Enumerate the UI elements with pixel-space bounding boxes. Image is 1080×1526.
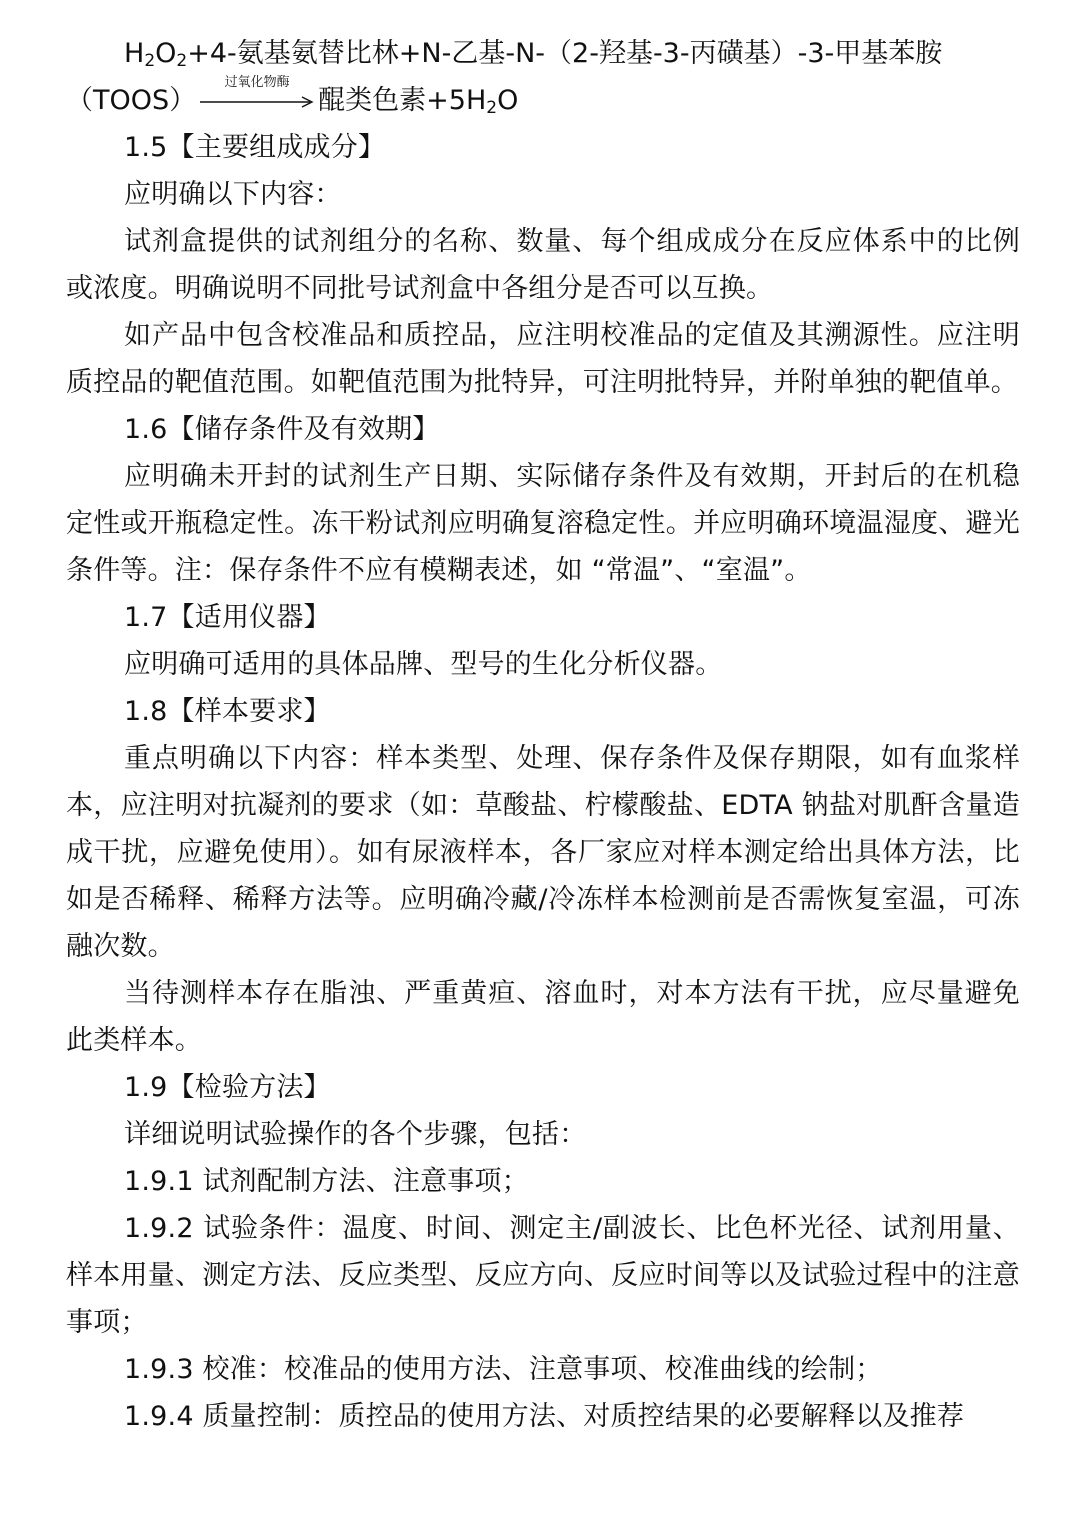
toos-text: （TOOS） [66,85,197,116]
reaction-arrow [198,74,316,117]
list-item: 1.9.4 质量控制：质控品的使用方法、对质控结果的必要解释以及推荐 [124,1401,965,1432]
section-heading-1-8: 1.8【样本要求】 [124,696,331,727]
right-arrow-icon [198,94,316,110]
section-heading-1-9: 1.9【检验方法】 [124,1072,331,1103]
paragraph: 当待测样本存在脂浊、严重黄疸、溶血时，对本方法有干扰，应尽量避免此类样本。 [66,978,1020,1056]
h2o2-subscript-2: 2 [176,51,188,71]
paragraph: 试剂盒提供的试剂组分的名称、数量、每个组成成分在反应体系中的比例或浓度。明确说明不同批号试剂盒中各组分是否可以互换。 [66,226,1020,304]
water-subscript: 2 [486,98,498,118]
paragraph: 应明确可适用的具体品牌、型号的生化分析仪器。 [124,649,723,680]
h2o2-o: O [155,38,177,69]
paragraph: 重点明确以下内容：样本类型、处理、保存条件及保存期限，如有血浆样本，应注明对抗凝剂的要求（如：草酸盐、柠檬酸盐、EDTA 钠盐对肌酐含量造成干扰，应避免使用）。如有尿液样本，各厂家应对样本测定给出具体方法，比如是否稀释、稀释方法等。应明确冷藏/冷冻样本检测前是否需恢复室温，可冻融次数。 [66,743,1020,962]
h2o2-h: H [124,38,145,69]
paragraph: 如产品中包含校准品和质控品，应注明校准品的定值及其溯源性。应注明质控品的靶值范围。如靶值范围为批特异，可注明批特异，并附单独的靶值单。 [66,320,1020,398]
section-heading-1-6: 1.6【储存条件及有效期】 [124,414,440,445]
reaction-formula-line-2 [66,74,1020,124]
paragraph: 应明确未开封的试剂生产日期、实际储存条件及有效期，开封后的在机稳定性或开瓶稳定性。冻干粉试剂应明确复溶稳定性。并应明确环境温湿度、避光条件等。注：保存条件不应有模糊表述，如 “常温”、“室温”。 [66,461,1020,586]
h2o2-subscript-1: 2 [144,51,156,71]
section-heading-1-5: 1.5【主要组成成分】 [124,132,386,163]
paragraph: 应明确以下内容： [124,179,342,210]
enzyme-label: 过氧化物酶 [224,74,290,90]
paragraph: 详细说明试验操作的各个步骤，包括： [124,1119,587,1150]
reactants-text: +4-氨基氨替比林+N-乙基-N-（2-羟基-3-丙磺基）-3-甲基苯胺 [187,38,943,69]
list-item: 1.9.1 试剂配制方法、注意事项； [124,1166,529,1197]
list-item: 1.9.2 试验条件：温度、时间、测定主/副波长、比色杯光径、试剂用量、样本用量、测定方法、反应类型、反应方向、反应时间等以及试验过程中的注意事项； [66,1213,1020,1338]
products-text: 醌类色素+5H [318,85,487,116]
water-o: O [497,85,519,116]
list-item: 1.9.3 校准：校准品的使用方法、注意事项、校准曲线的绘制； [124,1354,883,1385]
reaction-formula-line-1 [66,30,1020,77]
section-heading-1-7: 1.7【适用仪器】 [124,602,331,633]
